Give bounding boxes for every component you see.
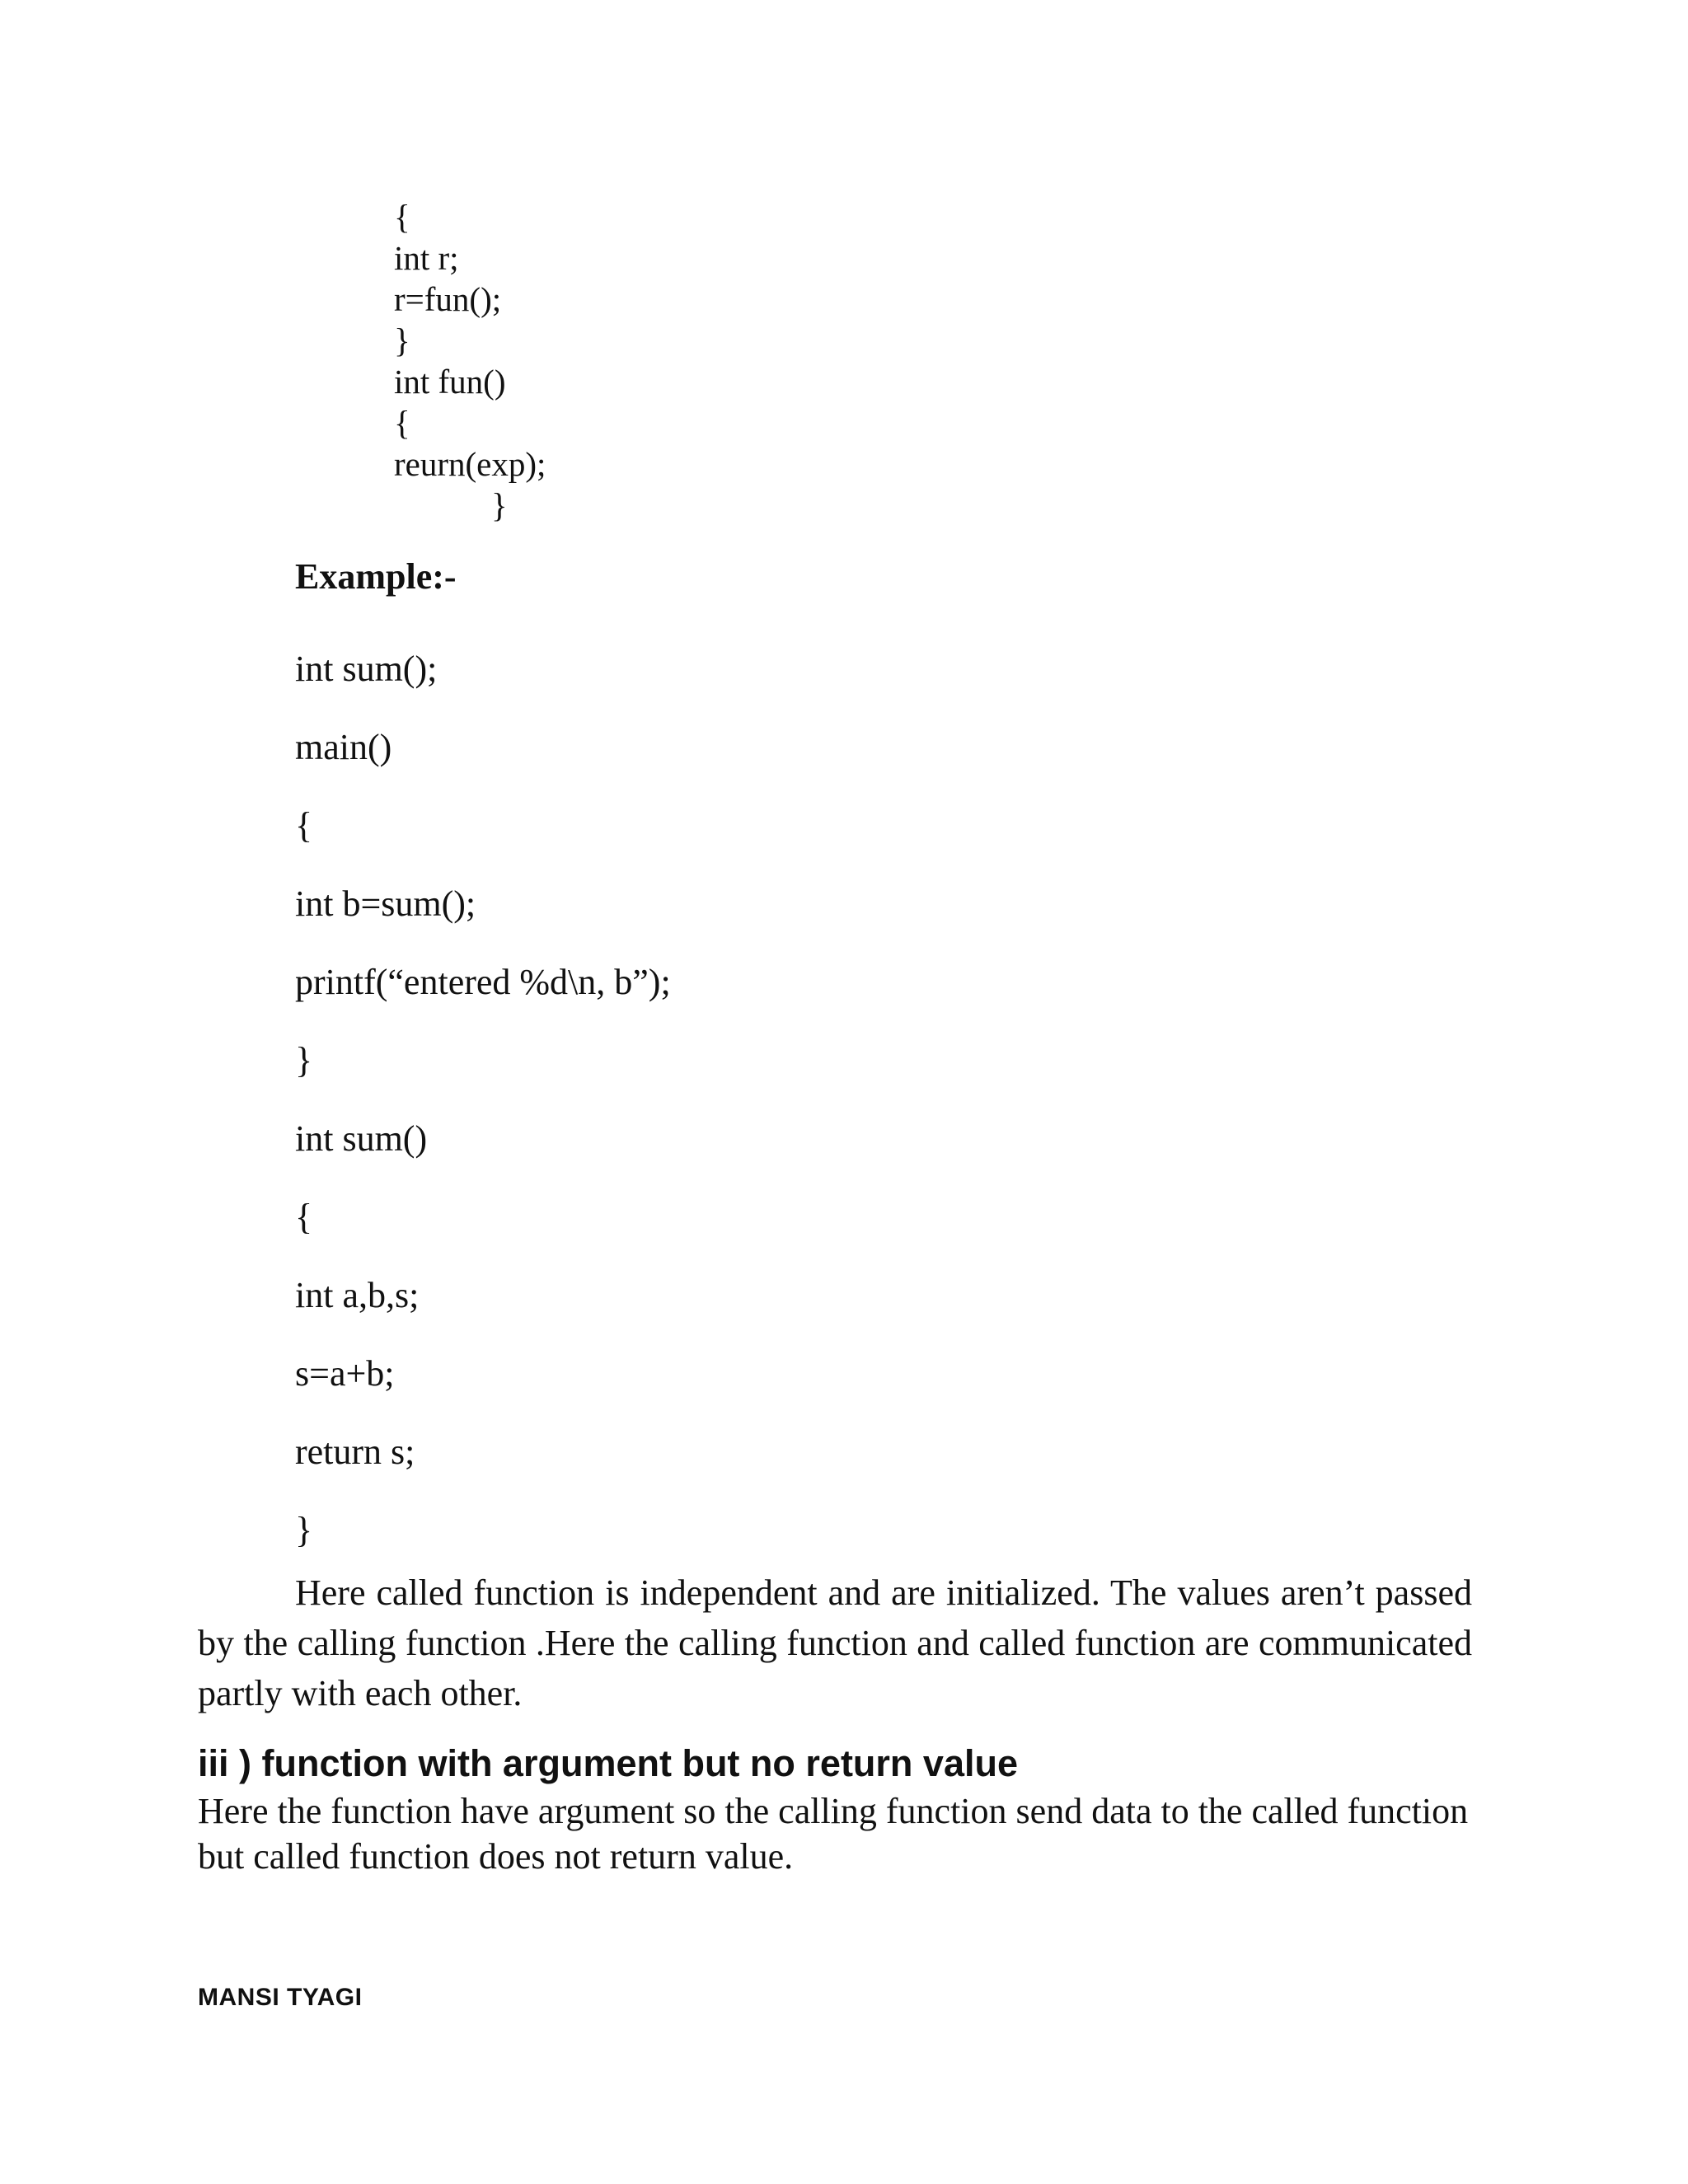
- code-line: {: [394, 198, 410, 236]
- code-line: }: [295, 1040, 313, 1080]
- code-line: return s;: [295, 1432, 415, 1472]
- code-line: int r;: [394, 239, 459, 277]
- code-line: {: [394, 404, 410, 442]
- example-code: [295, 630, 671, 1569]
- code-snippet: [394, 196, 546, 526]
- section-heading: iii ) function with argument but no return value: [198, 1742, 1018, 1784]
- code-line: main(): [295, 727, 392, 767]
- code-line: reurn(exp);: [394, 445, 546, 483]
- explanation-paragraph: Here called function is independent and are initialized. The values aren’t passed by the calling function .Here the calling function and called function are communicated partly with each other.: [198, 1572, 1472, 1713]
- code-line: {: [295, 805, 313, 846]
- code-line: r=fun();: [394, 280, 502, 318]
- code-line: }: [394, 321, 410, 359]
- example-heading: Example:-: [295, 556, 457, 597]
- code-line: int sum(): [295, 1118, 428, 1159]
- footer-author: MANSI TYAGI: [198, 1984, 363, 2011]
- code-line: }: [491, 486, 508, 524]
- code-line: int fun(): [394, 363, 506, 401]
- code-line: printf(“entered %d\n, b”);: [295, 962, 671, 1002]
- code-line: {: [295, 1197, 313, 1237]
- code-line: int b=sum();: [295, 883, 476, 924]
- code-line: }: [295, 1510, 313, 1550]
- code-line: int a,b,s;: [295, 1275, 420, 1315]
- code-line: s=a+b;: [295, 1353, 395, 1394]
- code-line: int sum();: [295, 649, 438, 689]
- section-text: Here the function have argument so the calling function send data to the called function but called function does not return value.: [198, 1791, 1469, 1877]
